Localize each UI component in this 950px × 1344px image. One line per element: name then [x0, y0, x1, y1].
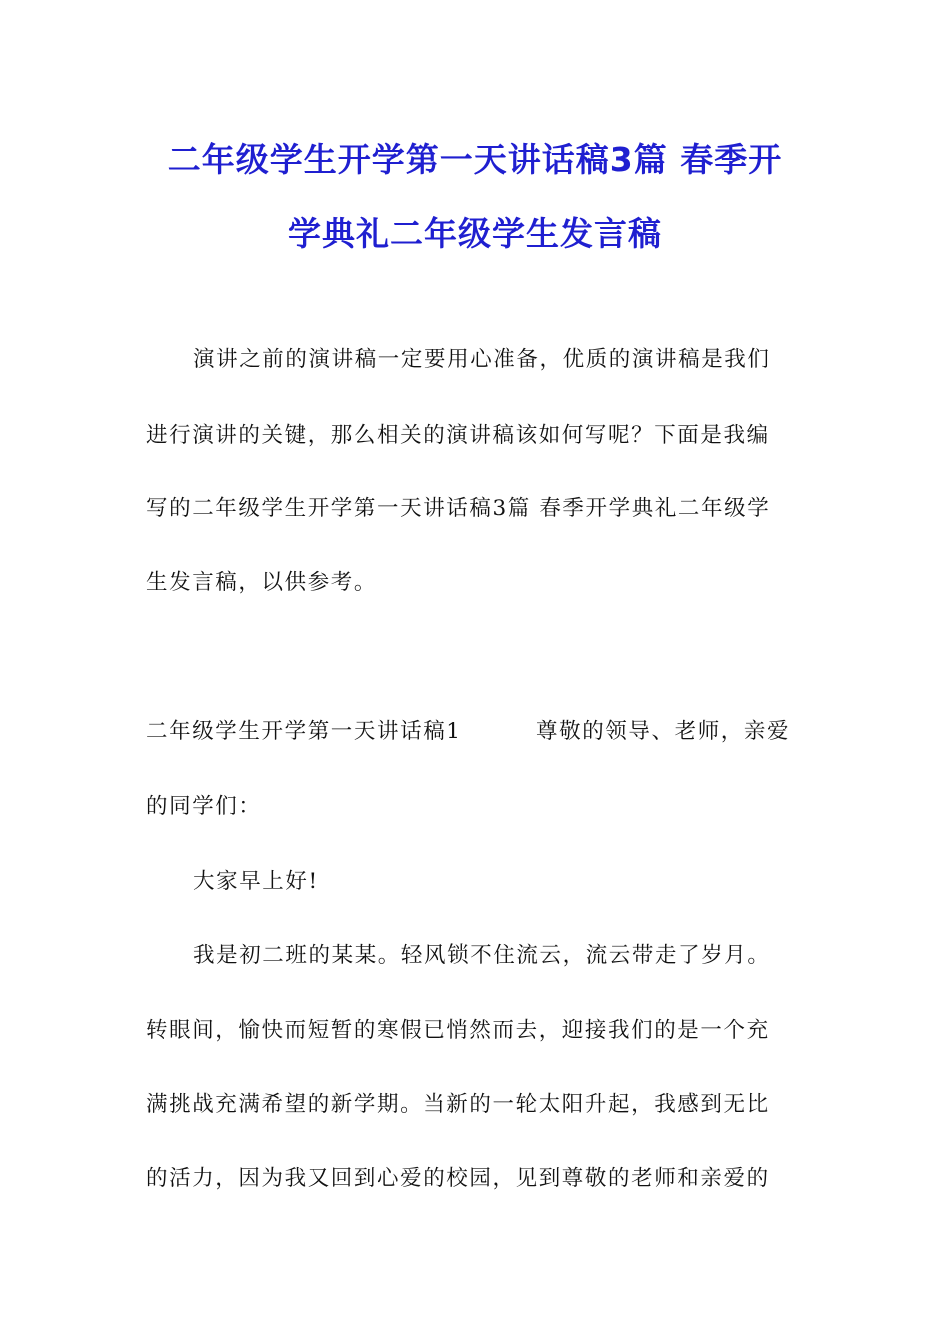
intro-paragraph-line-4: 生发言稿，以供参考。 — [146, 570, 378, 595]
greeting-line: 大家早上好! — [193, 869, 319, 894]
body-paragraph-line-4: 的活力，因为我又回到心爱的校园，见到尊敬的老师和亲爱的 — [146, 1166, 770, 1191]
intro-paragraph-line-3: 写的二年级学生开学第一天讲话稿3篇 春季开学典礼二年级学 — [146, 496, 771, 521]
intro-paragraph-line-1: 演讲之前的演讲稿一定要用心准备，优质的演讲稿是我们 — [193, 347, 771, 372]
body-paragraph-line-2: 转眼间，愉快而短暂的寒假已悄然而去，迎接我们的是一个充 — [146, 1018, 770, 1043]
document-title-line-2: 学典礼二年级学生发言稿 — [288, 214, 662, 253]
section-salutation-part-2: 的同学们： — [146, 794, 262, 819]
intro-paragraph-line-2: 进行演讲的关键，那么相关的演讲稿该如何写呢？下面是我编 — [146, 423, 770, 448]
section-heading: 二年级学生开学第一天讲话稿1 — [146, 719, 462, 744]
document-title-line-1: 二年级学生开学第一天讲话稿3篇 春季开 — [167, 140, 783, 179]
section-salutation-part-1: 尊敬的领导、老师，亲爱 — [536, 719, 791, 744]
body-paragraph-line-3: 满挑战充满希望的新学期。当新的一轮太阳升起，我感到无比 — [146, 1092, 770, 1117]
body-paragraph-line-1: 我是初二班的某某。轻风锁不住流云，流云带走了岁月。 — [193, 943, 771, 968]
